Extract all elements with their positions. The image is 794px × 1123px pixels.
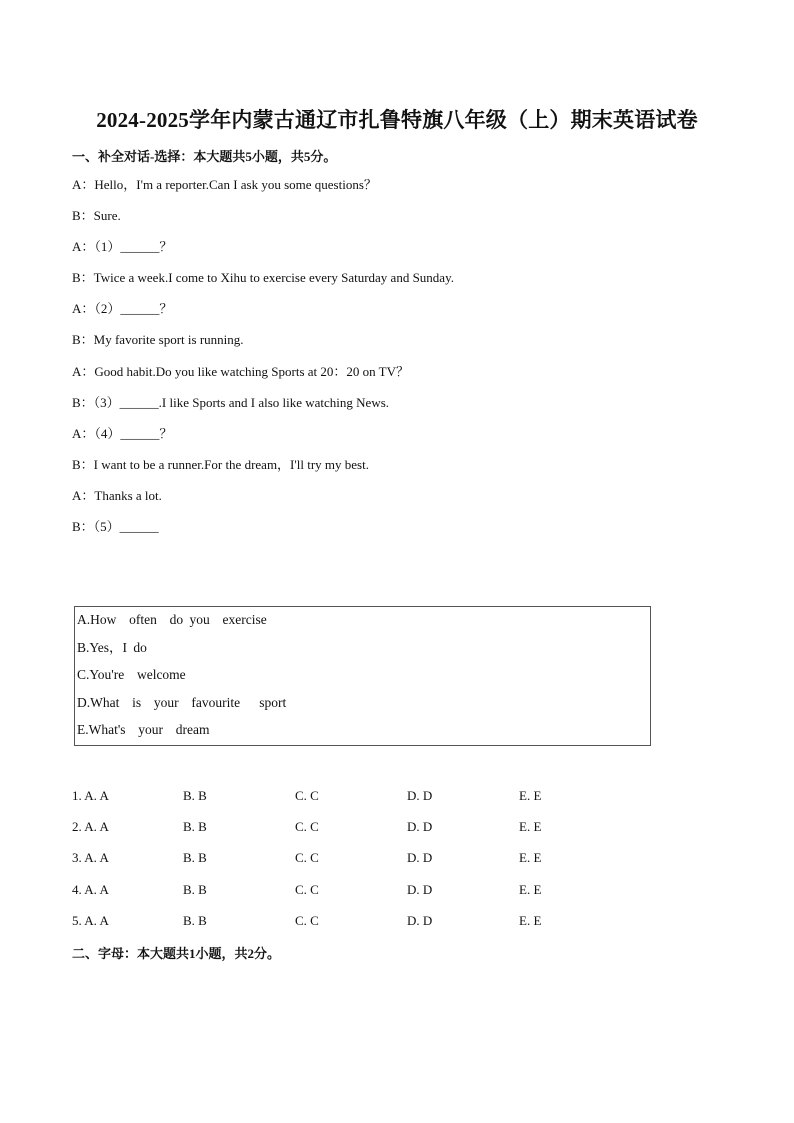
option-b: B.Yes，I do	[77, 639, 147, 655]
choice-a-label: A. A	[84, 881, 109, 897]
choice-c[interactable]: C. C	[295, 912, 319, 928]
dialogue	[72, 176, 722, 549]
choice-a[interactable]	[72, 849, 109, 867]
dialogue-blank: （3）______.I like Sports and I also like watching News.	[93, 394, 390, 410]
question-row-3	[72, 849, 632, 880]
choice-e[interactable]: E. E	[519, 819, 542, 835]
dialogue-line	[72, 456, 722, 487]
choice-d[interactable]: D. D	[407, 912, 433, 928]
question-number: 2.	[72, 819, 82, 835]
dialogue-line	[72, 363, 722, 394]
speaker-label: B：	[72, 332, 94, 348]
section-heading-dialogue: 一、补全对话-选择：本大题共5小题，共5分。	[72, 149, 337, 164]
dialogue-line	[72, 425, 722, 456]
choice-b[interactable]: B. B	[183, 819, 207, 835]
dialogue-blank: （4）______？	[94, 425, 173, 441]
speaker-label: B：	[72, 208, 94, 224]
dialogue-line	[72, 518, 722, 549]
question-number: 5.	[72, 912, 82, 928]
dialogue-line	[72, 300, 722, 331]
choice-c[interactable]: C. C	[295, 788, 319, 803]
question-row-1	[72, 787, 632, 818]
choice-c[interactable]: C. C	[295, 881, 319, 897]
question-number: 4.	[72, 881, 82, 897]
options-box	[74, 606, 651, 746]
dialogue-blank: （2）______？	[94, 301, 173, 317]
option-d: D.What is your favourite sport	[77, 694, 287, 710]
choice-e[interactable]: E. E	[519, 850, 542, 866]
choice-b[interactable]: B. B	[183, 912, 207, 928]
speaker-label: A：	[72, 301, 95, 317]
speaker-label: A：	[72, 363, 95, 379]
dialogue-text: My favorite sport is running.	[93, 332, 244, 348]
dialogue-line	[72, 269, 722, 300]
choice-d[interactable]: D. D	[407, 819, 433, 835]
question-number: 1.	[72, 788, 82, 803]
choice-b[interactable]: B. B	[183, 850, 207, 866]
answer-choices	[72, 787, 632, 943]
choice-a[interactable]	[72, 881, 109, 899]
dialogue-text: Twice a week.I come to Xihu to exercise every Saturday and Sunday.	[93, 270, 454, 286]
dialogue-line	[72, 207, 722, 238]
dialogue-text: I want to be a runner.For the dream，I'll try my best.	[93, 456, 369, 472]
dialogue-blank: （1）______？	[94, 239, 173, 255]
speaker-label: B：	[72, 394, 94, 410]
choice-b[interactable]: B. B	[183, 881, 207, 897]
speaker-label: B：	[72, 519, 94, 535]
section-heading-letters: 二、字母：本大题共1小题，共2分。	[72, 946, 281, 961]
question-number: 3.	[72, 850, 82, 866]
dialogue-text: Hello，I'm a reporter.Can I ask you some questions？	[94, 177, 377, 192]
choice-a-label: A. A	[84, 850, 109, 866]
option-c: C.You're welcome	[77, 667, 186, 682]
speaker-label: B：	[72, 270, 94, 286]
option-e: E.What's your dream	[77, 722, 210, 737]
choice-b[interactable]: B. B	[183, 788, 207, 803]
dialogue-line	[72, 394, 722, 425]
choice-d[interactable]: D. D	[407, 788, 433, 803]
choice-e[interactable]: E. E	[519, 912, 542, 928]
choice-e[interactable]: E. E	[519, 788, 542, 803]
dialogue-text: Good habit.Do you like watching Sports at 20：20 on TV？	[94, 363, 410, 379]
dialogue-text: Sure.	[93, 208, 121, 224]
choice-a[interactable]	[72, 787, 109, 805]
choice-a[interactable]	[72, 912, 109, 930]
speaker-label: A：	[72, 487, 95, 503]
question-row-2	[72, 818, 632, 849]
choice-c[interactable]: C. C	[295, 819, 319, 835]
dialogue-blank: （5）______	[93, 519, 159, 535]
dialogue-text: Thanks a lot.	[94, 487, 162, 503]
option-a: A.How often do you exercise	[77, 612, 267, 627]
dialogue-line	[72, 331, 722, 362]
dialogue-line	[72, 238, 722, 269]
choice-a-label: A. A	[84, 819, 109, 835]
dialogue-line	[72, 487, 722, 518]
question-row-5	[72, 912, 632, 943]
choice-e[interactable]: E. E	[519, 881, 542, 897]
speaker-label: A：	[72, 239, 95, 255]
speaker-label: B：	[72, 456, 94, 472]
dialogue-line	[72, 176, 722, 207]
speaker-label: A：	[72, 425, 95, 441]
choice-d[interactable]: D. D	[407, 850, 433, 866]
page-title: 2024-2025学年内蒙古通辽市扎鲁特旗八年级（上）期末英语试卷	[96, 108, 698, 132]
speaker-label: A：	[72, 177, 95, 192]
choice-a-label: A. A	[84, 912, 109, 928]
choice-a-label: A. A	[84, 788, 109, 803]
choice-d[interactable]: D. D	[407, 881, 433, 897]
choice-a[interactable]	[72, 818, 109, 836]
choice-c[interactable]: C. C	[295, 850, 319, 866]
question-row-4	[72, 881, 632, 912]
